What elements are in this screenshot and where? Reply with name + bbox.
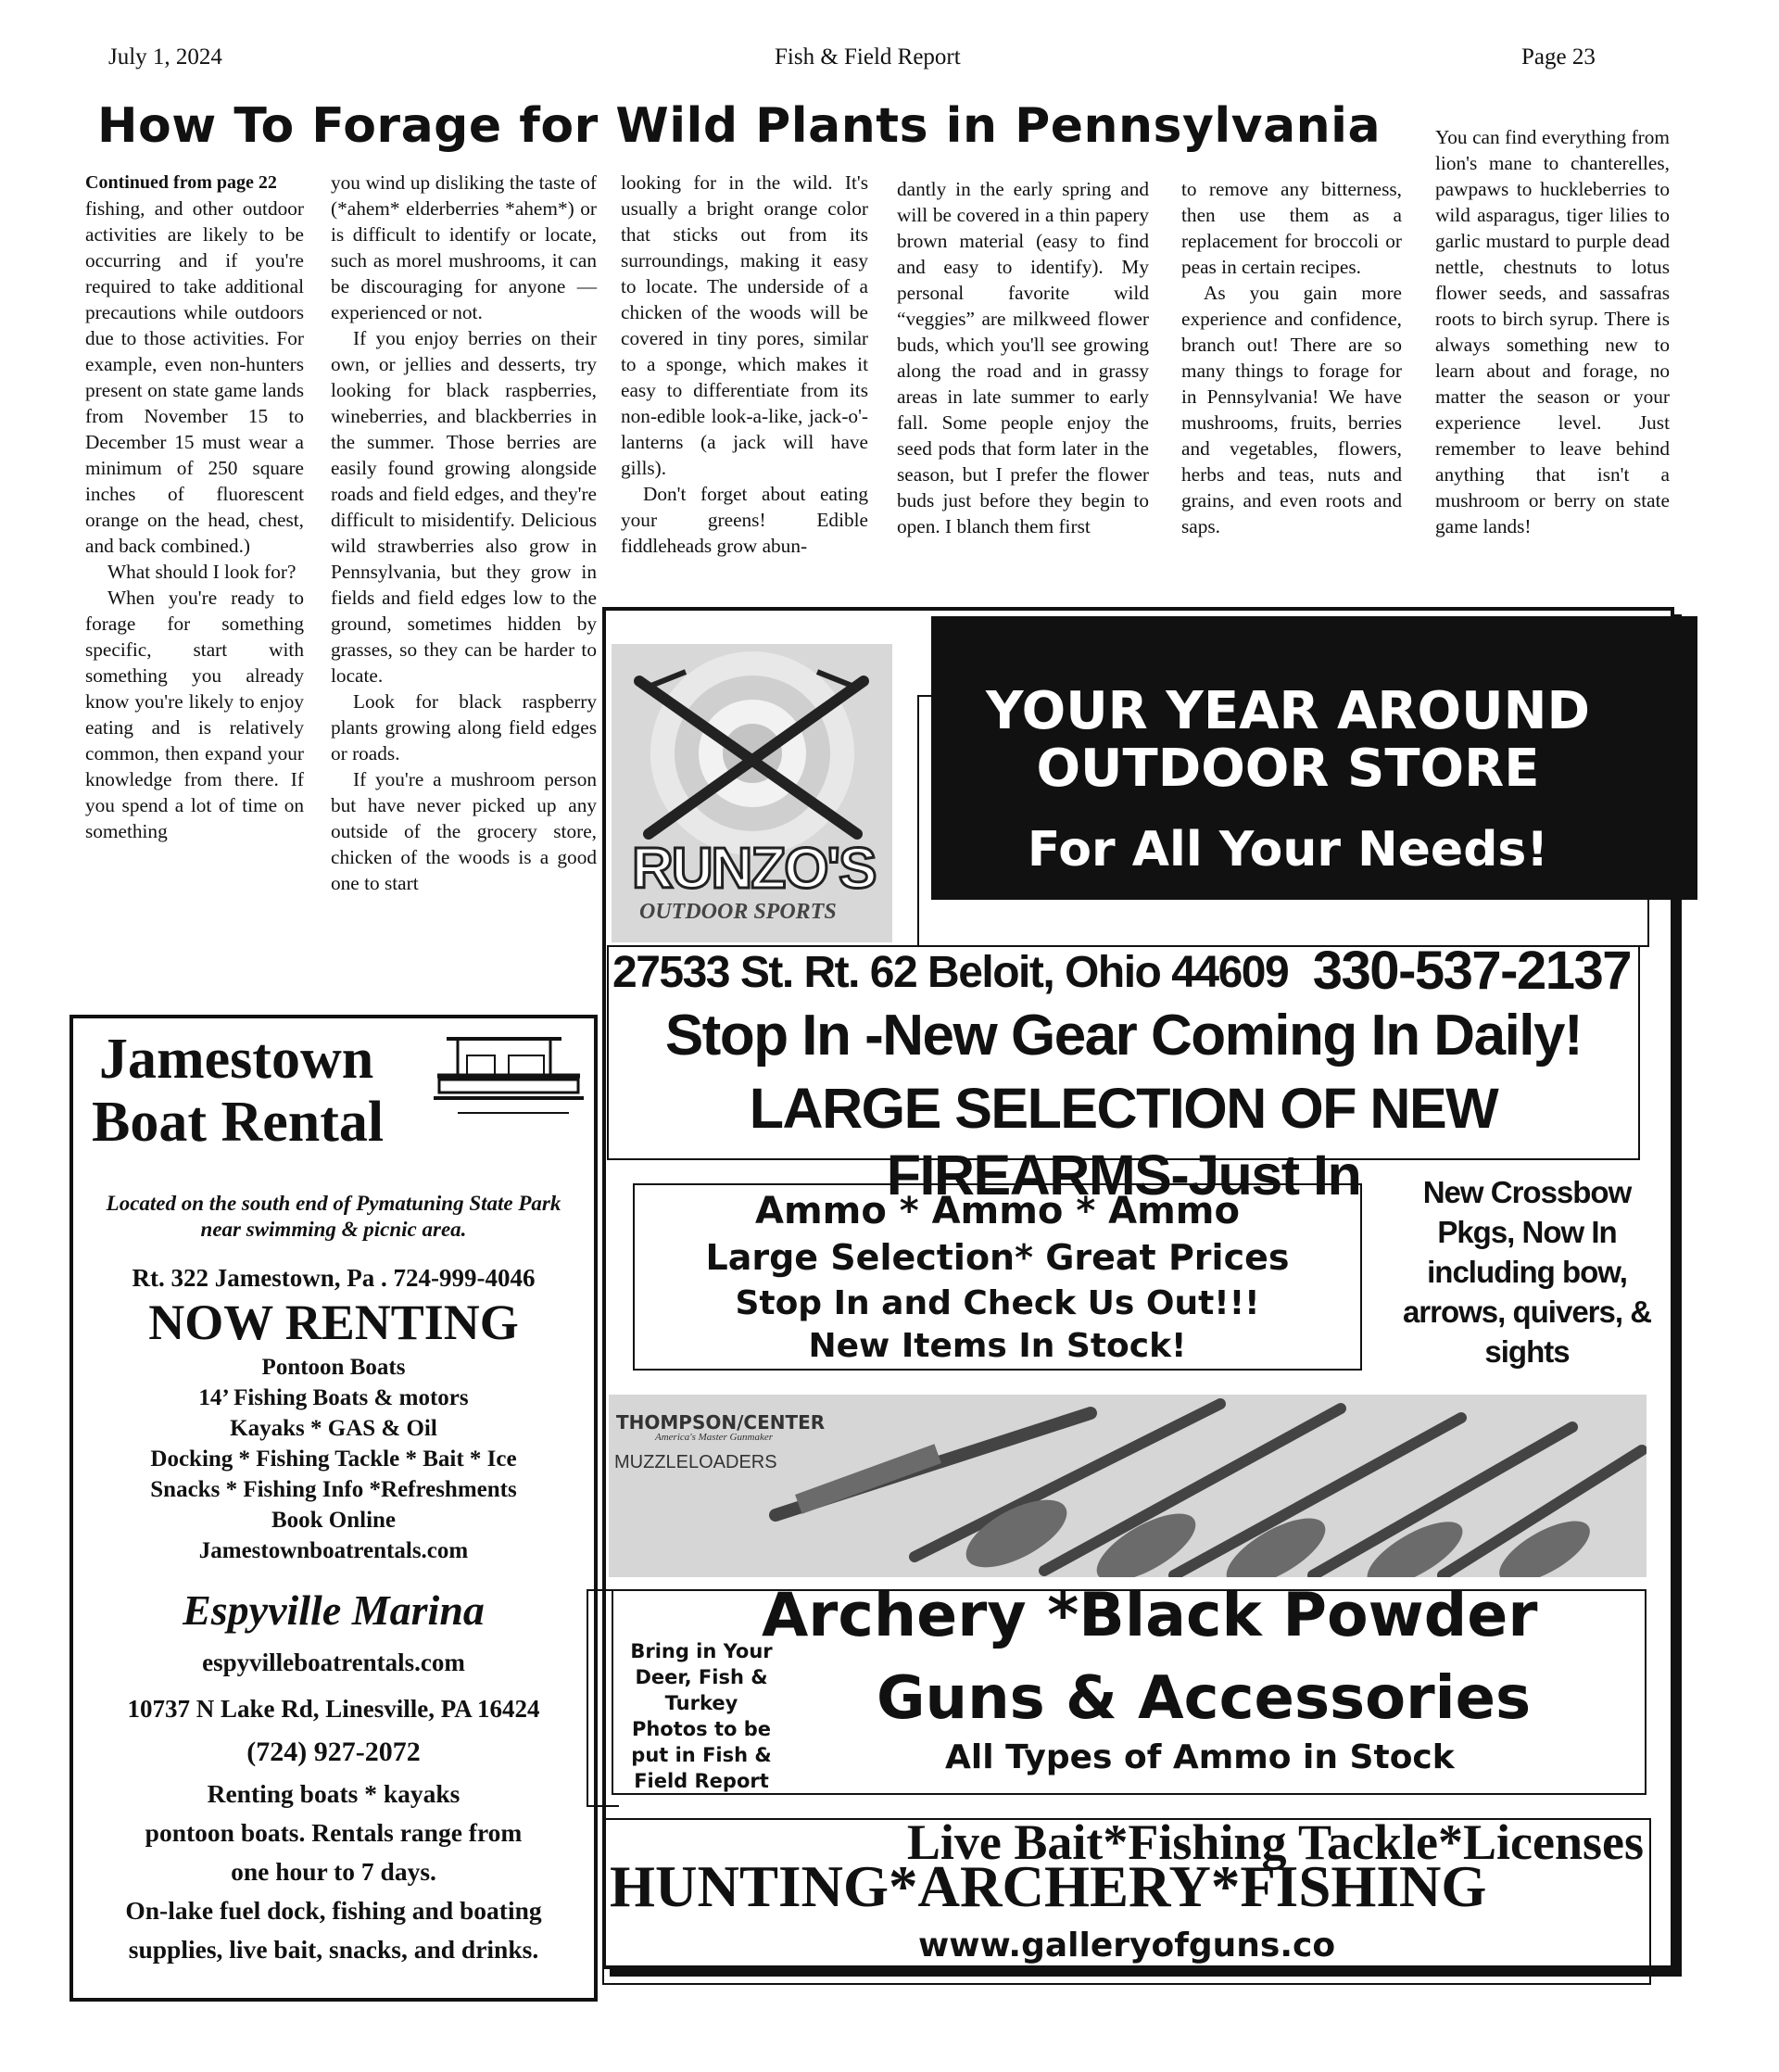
article-column-3 [621, 170, 868, 559]
services-list [73, 1352, 594, 1566]
guns-accessories-heading: Guns & Accessories [877, 1664, 1532, 1733]
detail-line: one hour to 7 days. [231, 1857, 436, 1886]
crossbow-line: arrows, quivers, & [1402, 1295, 1652, 1329]
store-address: 27533 St. Rt. 62 Beloit, Ohio 44609 [612, 948, 1289, 997]
muzzleloaders-label: MUZZLELOADERS [614, 1452, 777, 1472]
page-number: Page 23 [1521, 44, 1596, 69]
espyville-phone: (724) 927-2072 [246, 1737, 421, 1767]
crossbow-promo [1388, 1172, 1666, 1371]
ammo-stock-line: All Types of Ammo in Stock [945, 1738, 1455, 1776]
logo-subtitle: OUTDOOR SPORTS [639, 900, 837, 924]
paragraph: As you gain more experience and confidence, branch out! There are so many things to forage for in Pennsylvania! We have mushrooms, fruits, berries and vegetables, flowers, herbs and teas, nuts and grains, and even roots and saps. [1181, 282, 1402, 537]
banner-line-2: OUTDOOR STORE [1036, 739, 1540, 799]
paragraph: If you enjoy berries on their own, or jellies and desserts, try looking for black raspberries, wineberries, and blackberries in the summer. Those berries are easily found growing alongside roads and field edges, and they're difficult to misidentify. Delicious wild strawberries also grow in Pennsylvania, but they grow in fields and field edges low to the ground, sometimes hidden by grasses, so they can be harder to locate. [331, 327, 597, 687]
jamestown-boat-rental-ad [69, 1015, 598, 2002]
ammo-line: Large Selection* Great Prices [705, 1237, 1290, 1278]
business-name-line2: Boat Rental [92, 1091, 385, 1154]
article-column-5 [1181, 176, 1402, 539]
service-item: Kayaks * GAS & Oil [230, 1416, 437, 1441]
live-bait-line: Live Bait*Fishing Tackle*Licenses [906, 1814, 1644, 1870]
article-column-6 [1435, 124, 1670, 539]
article-column-1 [85, 170, 304, 844]
note-line: put in Fish & [631, 1744, 772, 1766]
paragraph: When you're ready to forage for something specific, start with something you already know you're likely to enjoy eating and is relatively common, then expand your knowledge from there. If you spend a lot of time on something [85, 587, 304, 842]
now-renting-heading: NOW RENTING [148, 1295, 519, 1350]
service-item: Docking * Fishing Tackle * Bait * Ice [150, 1447, 517, 1472]
crossbow-line: sights [1484, 1334, 1570, 1369]
article-column-2 [331, 170, 597, 896]
banner-line-1: YOUR YEAR AROUND [986, 681, 1590, 741]
ammo-line: Stop In and Check Us Out!!! [735, 1284, 1260, 1322]
paragraph: You can find everything from lion's mane to chanterelles, pawpaws to huckleberries to wild asparagus, tiger lilies to garlic mustard to purple dead nettle, chestnuts to lotus flower seeds, and sassafras roots to birch syrup. There is always something new to learn about and forage, no matter the season or your experience level. Just remember to leave behind anything that isn't a mushroom or berry on state game lands! [1435, 126, 1670, 537]
note-line: Field Report [634, 1770, 769, 1792]
subheading: What should I look for? [107, 561, 296, 583]
outdoor-store-banner [931, 616, 1697, 900]
note-line: Deer, Fish & [635, 1666, 768, 1688]
hunting-archery-fishing-line: HUNTING*ARCHERY*FISHING [610, 1854, 1487, 1919]
location-note: Located on the south end of Pymatuning State Park near swimming & picnic area. [106, 1192, 561, 1241]
detail-line: supplies, live bait, snacks, and drinks. [128, 1935, 539, 1964]
paragraph: If you're a mushroom person but have never picked up any outside of the grocery store, chicken of the woods is a good one to start [331, 768, 597, 894]
banner-line-3: For All Your Needs! [1027, 822, 1549, 878]
note-line: Bring in Your [630, 1640, 773, 1662]
gallery-of-guns-website[interactable]: www.galleryofguns.co [917, 1927, 1336, 1965]
service-item: Pontoon Boats [261, 1355, 406, 1380]
crossbow-line: Pkgs, Now In [1437, 1215, 1617, 1249]
publication-name: Fish & Field Report [775, 44, 961, 69]
paragraph: Don't forget about eating your greens! Edible fiddleheads grow abun- [621, 483, 868, 557]
article-title: How To Forage for Wild Plants in Pennsylvania [97, 98, 1382, 154]
new-gear-line: Stop In -New Gear Coming In Daily! [664, 1004, 1583, 1068]
thompson-center-tagline: America's Master Gunmaker [655, 1432, 773, 1443]
detail-line: pontoon boats. Rentals range from [145, 1818, 523, 1847]
website-link[interactable]: Jamestownboatrentals.com [198, 1538, 469, 1563]
firearms-line: LARGE SELECTION OF NEW FIREARMS-Just In [749, 1077, 1498, 1207]
logo-name: RUNZO'S [632, 837, 876, 901]
service-item: 14’ Fishing Boats & motors [198, 1385, 469, 1410]
thompson-center-brand: THOMPSON/CENTER [616, 1411, 826, 1434]
ammo-line: New Items In Stock! [808, 1327, 1187, 1365]
espyville-website[interactable]: espyvilleboatrentals.com [202, 1649, 465, 1676]
pontoon-boat-icon [430, 1028, 587, 1131]
paragraph: dantly in the early spring and will be covered in a thin papery brown material (easy to find and easy to identify). My personal favorite wild “veggies” are milkweed flower buds, which you'll see growing along the road and in grassy areas in late summer to early fall. Some people enjoy the seed pods that form later in the season, but I prefer the flower buds just before they begin to open. I blanch them first [897, 178, 1149, 537]
issue-date: July 1, 2024 [108, 44, 222, 69]
paragraph: to remove any bitterness, then use them as a replacement for broccoli or peas in certain recipes. [1181, 178, 1402, 278]
photo-caption: Look for black raspberry plants growing along field edges or roads. [331, 690, 597, 764]
address-phone: Rt. 322 Jamestown, Pa . 724-999-4046 [132, 1264, 536, 1292]
article-column-4 [897, 176, 1149, 539]
espyville-marina-name: Espyville Marina [183, 1586, 485, 1634]
note-line: Photos to be [631, 1718, 772, 1740]
detail-line: On-lake fuel dock, fishing and boating [125, 1896, 542, 1925]
crossbow-line: New Crossbow [1422, 1175, 1632, 1209]
business-name-line1: Jamestown [99, 1028, 374, 1091]
espyville-details [73, 1775, 594, 1969]
archery-heading: Archery *Black Powder [762, 1581, 1538, 1650]
service-item: Book Online [271, 1508, 397, 1533]
ammo-box [633, 1183, 1362, 1371]
paragraph: fishing, and other outdoor activities are likely to be occurring and if you're required to take additional precautions while outdoors due to those activities. For example, even non-hunters present on state game lands from November 15 to December 15 must wear a minimum of 250 square inches of fluorescent orange on the head, chest, and back combined.) [85, 197, 304, 557]
service-item: Snacks * Fishing Info *Refreshments [150, 1477, 517, 1502]
espyville-address: 10737 N Lake Rd, Linesville, PA 16424 [127, 1695, 540, 1723]
ammo-heading: Ammo * Ammo * Ammo [755, 1190, 1240, 1232]
continued-note: Continued from page 22 [85, 172, 277, 193]
note-line: Turkey [664, 1692, 738, 1714]
muzzleloader-photo [609, 1395, 1647, 1577]
paragraph: looking for in the wild. It's usually a bright orange color that sticks out from its surroundings, making it easy to locate. The underside of a chicken of the woods will be covered in tiny pores, similar to a sponge, which makes it easy to differentiate from its non-edible look-a-like, jack-o'-lanterns (a jack will have gills). [621, 171, 868, 479]
detail-line: Renting boats * kayaks [207, 1779, 461, 1808]
store-phone[interactable]: 330-537-2137 [1312, 941, 1631, 1001]
paragraph: you wind up disliking the taste of (*ahem* elderberries *ahem*) or is difficult to identify or locate, such as morel mushrooms, it can be discouraging for anyone — experienced or not. [331, 171, 597, 323]
crossbow-line: including bow, [1427, 1255, 1627, 1289]
runzos-logo [612, 644, 892, 942]
bait-tackle-box [602, 1814, 1651, 1985]
